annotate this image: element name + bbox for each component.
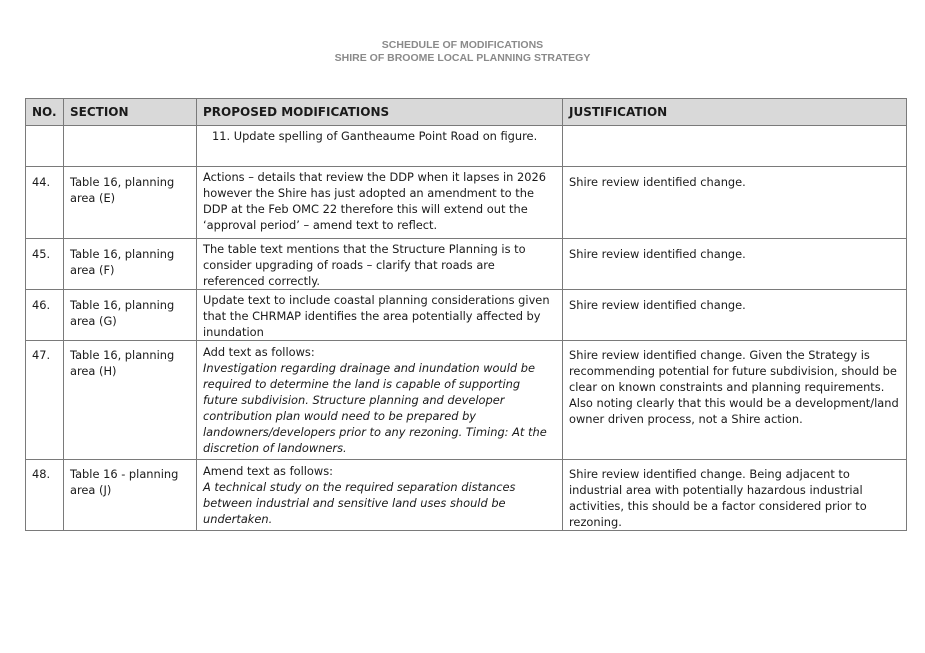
column-header-proposed: PROPOSED MODIFICATIONS xyxy=(197,99,563,126)
cell-proposed: Update text to include coastal planning considerations given that the CHRMAP identifies the area potentially affected by inundation xyxy=(197,290,563,341)
proposed-intro: Add text as follows: xyxy=(203,345,315,359)
column-header-section: SECTION xyxy=(64,99,197,126)
cell-justification: Shire review identified change. Given the Strategy is recommending potential for future subdivision, should be clear on known constraints and planning requirements. Also noting clearly that this would be a development/land owner driven process, not a Shire action. xyxy=(563,341,907,460)
header-title: SCHEDULE OF MODIFICATIONS xyxy=(381,39,544,51)
cell-justification: Shire review identified change. Being adjacent to industrial area with potentially hazardous industrial activities, this should be a factor considered prior to rezoning. xyxy=(563,460,907,531)
cell-no: 45. xyxy=(26,239,64,290)
cell-section: Table 16 - planning area (J) xyxy=(64,460,197,531)
cell-section: Table 16, planning area (G) xyxy=(64,290,197,341)
header-subtitle: SHIRE OF BROOME LOCAL PLANNING STRATEGY xyxy=(334,52,591,64)
cell-no: 44. xyxy=(26,167,64,239)
cell-justification xyxy=(563,126,907,167)
cell-proposed xyxy=(197,341,563,460)
modifications-table xyxy=(25,98,907,531)
cell-no: 47. xyxy=(26,341,64,460)
cell-proposed: The table text mentions that the Structure Planning is to consider upgrading of roads – clarify that roads are referenced correctly. xyxy=(197,239,563,290)
table-row xyxy=(26,290,907,341)
continuation-item: 11. Update spelling of Gantheaume Point Road on figure. xyxy=(212,129,538,143)
cell-proposed xyxy=(197,460,563,531)
cell-justification: Shire review identified change. xyxy=(563,290,907,341)
column-header-justification: JUSTIFICATION xyxy=(563,99,907,126)
proposed-italic-text: Investigation regarding drainage and inundation would be required to determine the land is capable of supporting future subdivision. Structure planning and developer contribution plan would need to be prepared by landowners/developers prior to any rezoning. Timing: At the discretion of landowners. xyxy=(203,361,547,455)
table-row xyxy=(26,460,907,531)
table-row-continuation xyxy=(26,126,907,167)
cell-no: 48. xyxy=(26,460,64,531)
proposed-italic-text: A technical study on the required separation distances between industrial and sensitive land uses should be undertaken. xyxy=(203,480,516,526)
cell-proposed: Actions – details that review the DDP when it lapses in 2026 however the Shire has just adopted an amendment to the DDP at the Feb OMC 22 therefore this will extend out the ‘approval period’ – amend text to reflect. xyxy=(197,167,563,239)
table-row xyxy=(26,239,907,290)
cell-no xyxy=(26,126,64,167)
cell-section xyxy=(64,126,197,167)
cell-justification: Shire review identified change. xyxy=(563,167,907,239)
cell-section: Table 16, planning area (H) xyxy=(64,341,197,460)
table-row xyxy=(26,167,907,239)
cell-section: Table 16, planning area (F) xyxy=(64,239,197,290)
cell-section: Table 16, planning area (E) xyxy=(64,167,197,239)
table-row xyxy=(26,341,907,460)
cell-proposed xyxy=(197,126,563,167)
cell-no: 46. xyxy=(26,290,64,341)
cell-justification: Shire review identified change. xyxy=(563,239,907,290)
document-header xyxy=(0,39,925,65)
table-header-row xyxy=(26,99,907,126)
column-header-no: NO. xyxy=(26,99,64,126)
proposed-intro: Amend text as follows: xyxy=(203,464,333,478)
